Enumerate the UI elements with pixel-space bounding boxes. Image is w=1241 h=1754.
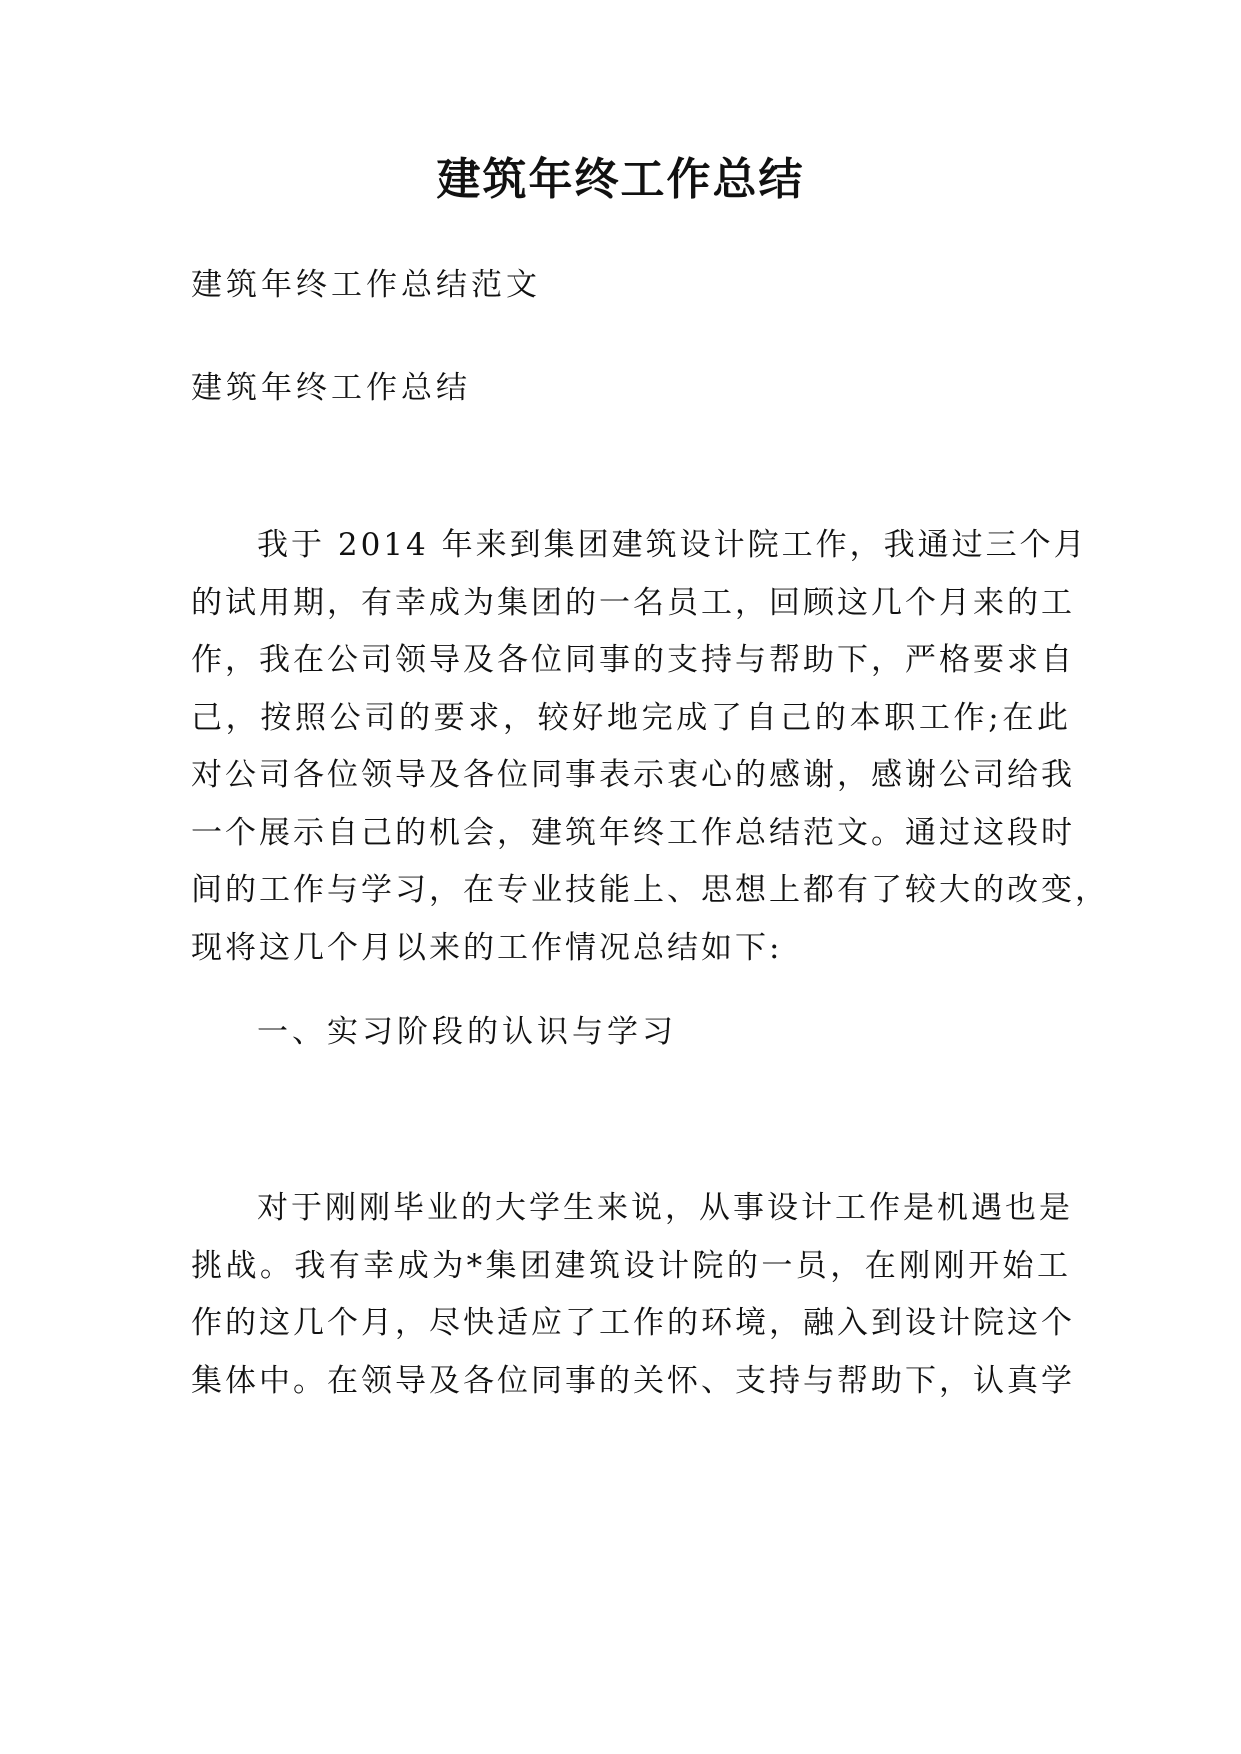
document-title: 建筑年终工作总结 <box>436 154 805 205</box>
paragraph-line: 对于刚刚毕业的大学生来说，从事设计工作是机遇也是 <box>257 1190 1073 1226</box>
paragraph-line: 作的这几个月，尽快适应了工作的环境，融入到设计院这个 <box>191 1305 1075 1341</box>
paragraph-line: 集体中。在领导及各位同事的关怀、支持与帮助下，认真学 <box>191 1362 1075 1399</box>
paragraph-line: 一个展示自己的机会，建筑年终工作总结范文。通过这段时 <box>191 814 1075 851</box>
section-paragraph <box>191 1180 1075 1410</box>
paragraph-line: 己，按照公司的要求，较好地完成了自己的本职工作;在此 <box>191 699 1071 736</box>
paragraph-line: 的试用期，有幸成为集团的一名员工，回顾这几个月来的工 <box>191 584 1075 621</box>
paragraph-line: 现将这几个月以来的工作情况总结如下: <box>191 929 783 966</box>
paragraph-line: 对公司各位领导及各位同事表示衷心的感谢，感谢公司给我 <box>191 757 1075 793</box>
paragraph-line: 挑战。我有幸成为*集团建筑设计院的一员，在刚刚开始工 <box>191 1247 1071 1284</box>
subtitle-summary: 建筑年终工作总结 <box>191 370 471 406</box>
paragraph-line: 作，我在公司领导及各位同事的支持与帮助下，严格要求自 <box>191 642 1075 678</box>
subtitle-fanwen: 建筑年终工作总结范文 <box>191 267 541 303</box>
section-heading: 一、实习阶段的认识与学习 <box>257 1014 677 1050</box>
paragraph-line: 间的工作与学习，在专业技能上、思想上都有了较大的改变， <box>191 872 1109 908</box>
paragraph-line: 我于 2014 年来到集团建筑设计院工作，我通过三个月 <box>257 527 1088 563</box>
intro-paragraph <box>191 517 1109 977</box>
